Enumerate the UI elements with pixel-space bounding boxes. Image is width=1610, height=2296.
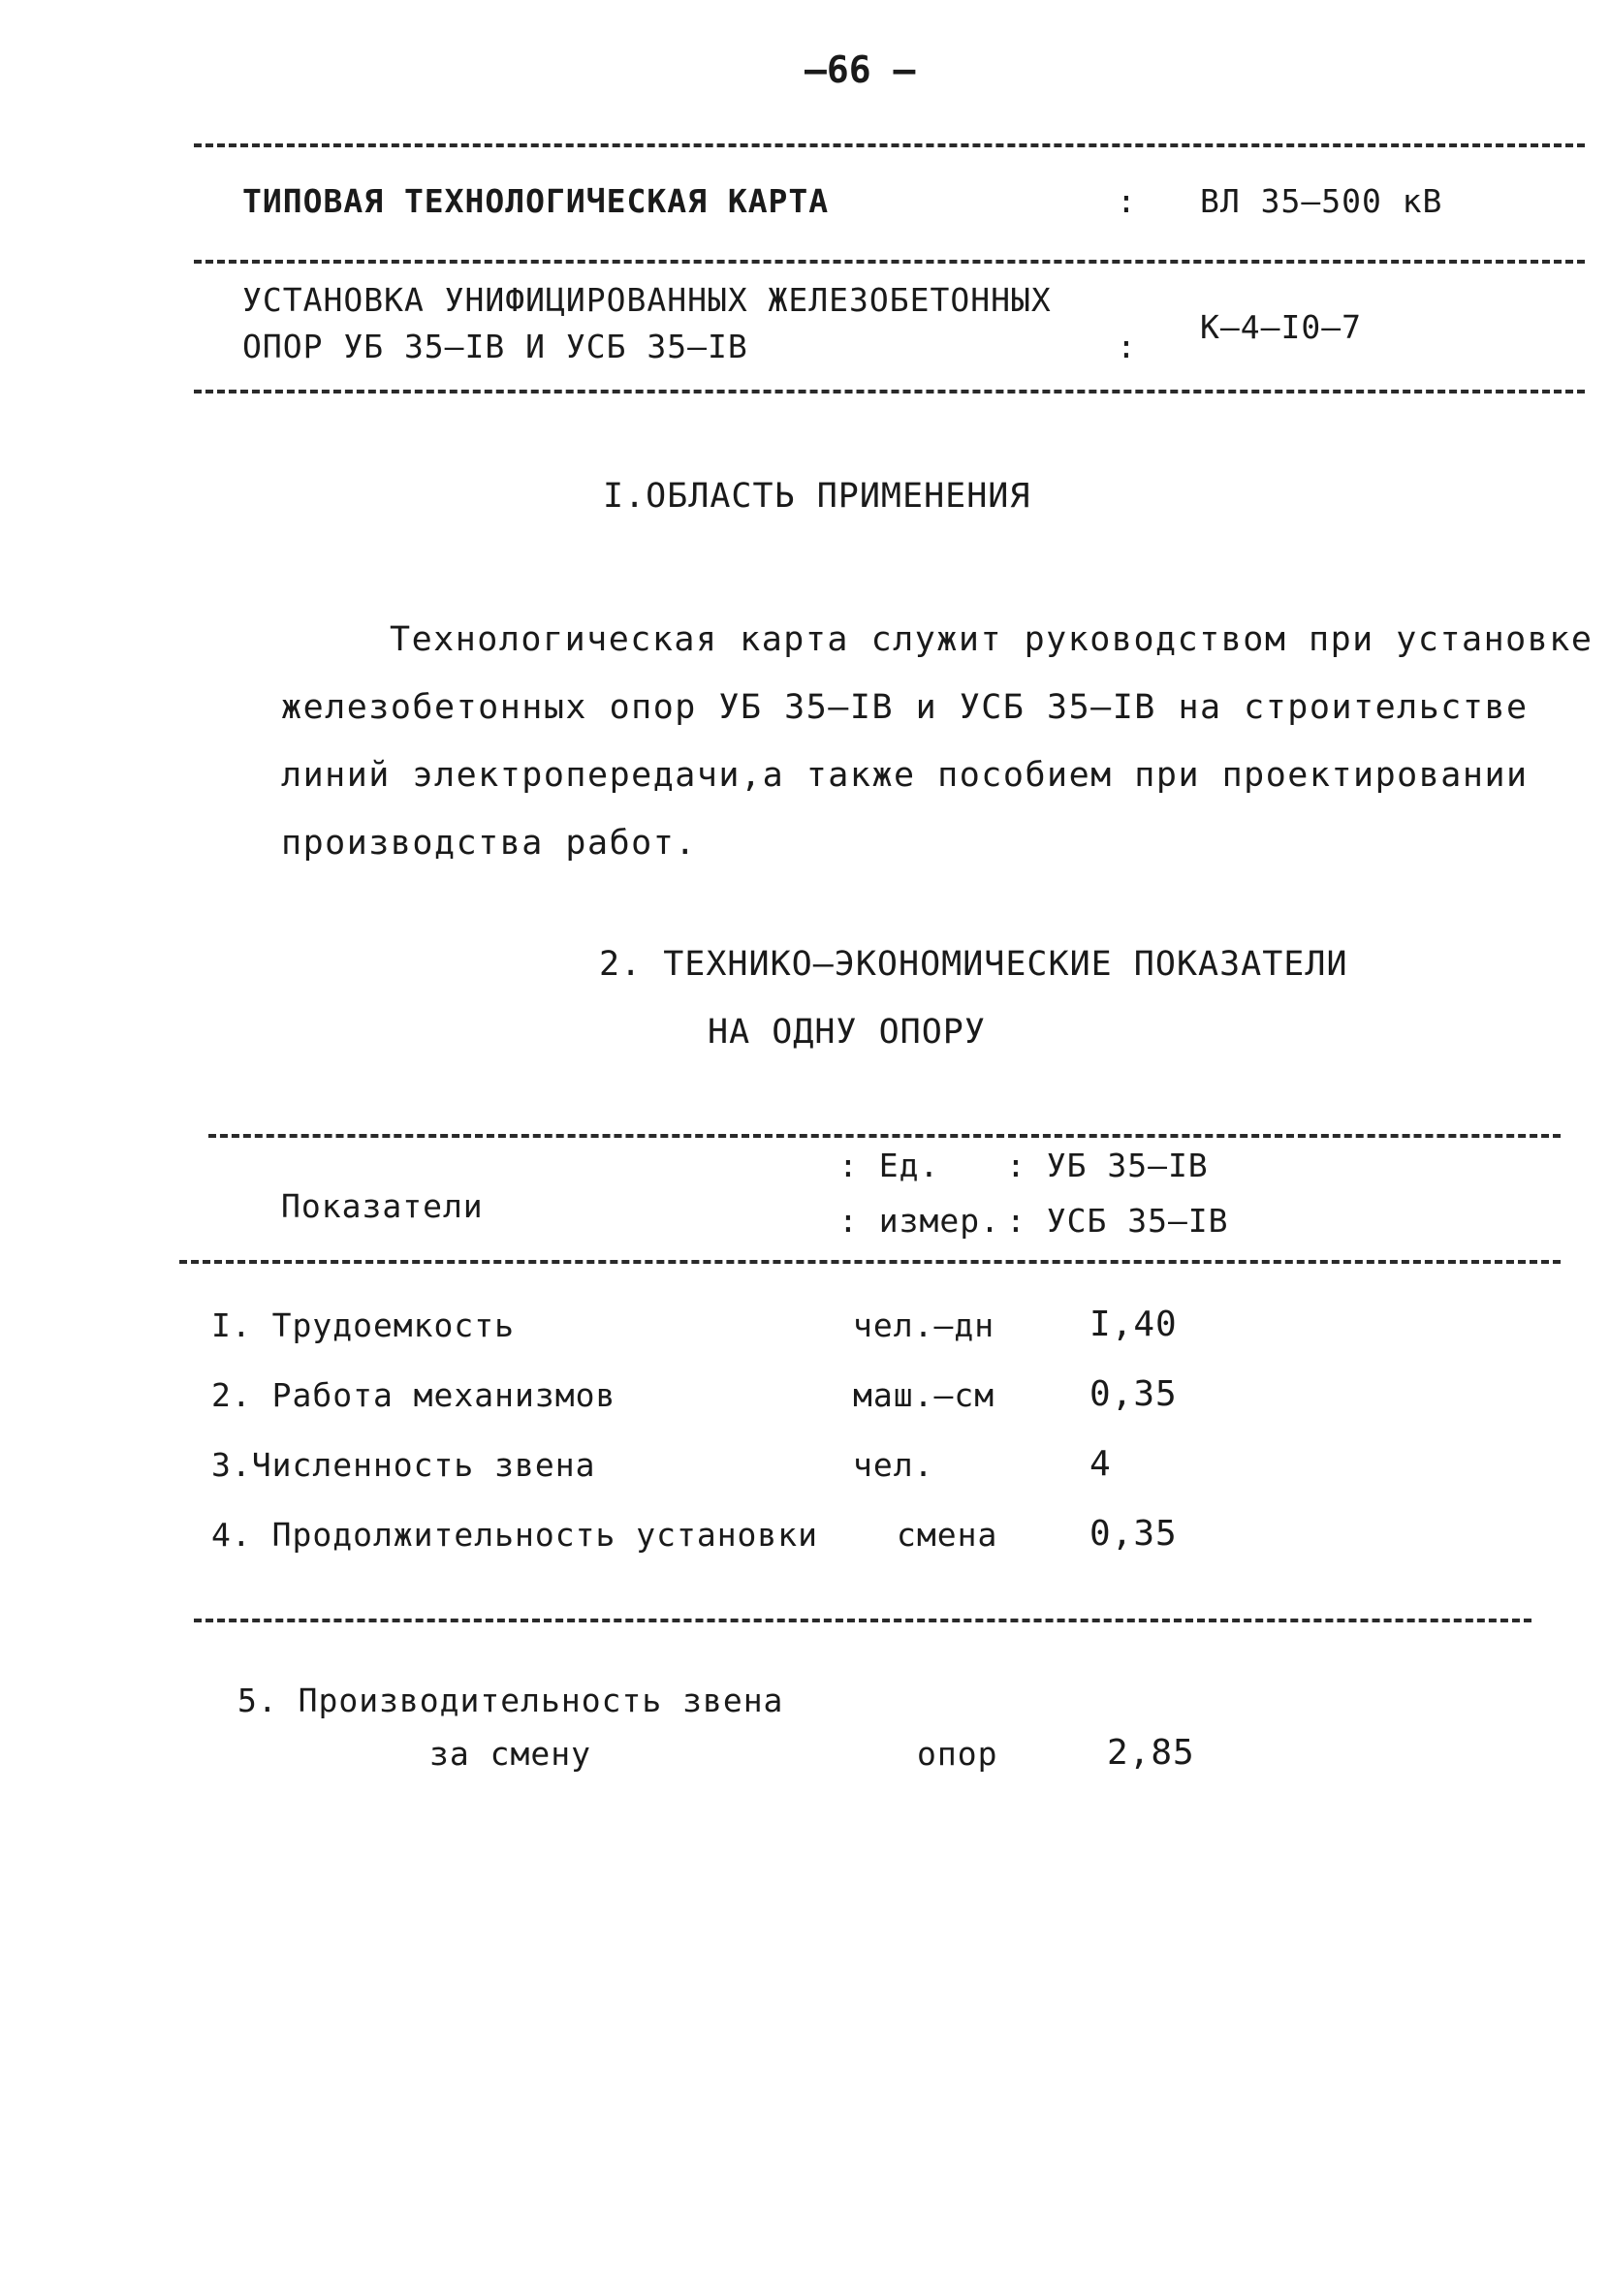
header-rule-top — [194, 143, 1585, 147]
section1-line-3: линий электропередачи,а также пособием при проектировании — [281, 756, 1529, 795]
header-title-line2: ОПОР УБ 35—IВ И УСБ 35—IВ — [242, 328, 748, 365]
table-header-value-line1: : УБ 35—IВ — [1006, 1147, 1209, 1184]
header-rule-middle — [194, 260, 1585, 264]
table-row-2-unit: маш.—см — [853, 1376, 995, 1414]
header-colon-1: : — [1117, 182, 1137, 220]
table-rule-header — [179, 1260, 1561, 1264]
table-rule-top — [208, 1134, 1561, 1138]
section1-line-2: железобетонных опор УБ 35—IВ и УСБ 35—IВ на строительстве — [281, 688, 1529, 727]
table-header-unit-line2: : измер. — [838, 1202, 1000, 1240]
table-row-2-name: 2. Работа механизмов — [211, 1376, 616, 1414]
table-row-1-name: I. Трудоемкость — [211, 1306, 516, 1344]
header-rule-bottom — [194, 390, 1585, 393]
table-row-3-name: 3.Численность звена — [211, 1446, 596, 1484]
header-voltage-class: ВЛ 35—500 кВ — [1200, 182, 1443, 220]
header-colon-2: : — [1117, 328, 1137, 365]
table-row-5-unit: опор — [917, 1735, 998, 1773]
page-number: —66 — — [805, 48, 916, 91]
header-title-line1: УСТАНОВКА УНИФИЦИРОВАННЫХ ЖЕЛЕЗОБЕТОННЫХ — [242, 281, 1052, 319]
table-row-5-name-line2: за смену — [429, 1735, 591, 1773]
table-rule-bottom — [194, 1619, 1531, 1622]
table-row-1-value: I,40 — [1089, 1305, 1178, 1344]
section1-line-4: производства работ. — [281, 824, 697, 863]
table-header-unit-line1: : Ед. — [838, 1147, 940, 1184]
table-header-value-line2: : УСБ 35—IВ — [1006, 1202, 1229, 1240]
table-row-5-name-line1: 5. Производительность звена — [237, 1682, 784, 1719]
section1-line-1: Технологическая карта служит руководством при установке — [390, 620, 1594, 659]
table-header-indicators: Показатели — [281, 1187, 484, 1225]
table-row-5-value: 2,85 — [1107, 1733, 1195, 1773]
table-row-4-unit: смена — [897, 1516, 998, 1554]
section1-heading: I.ОБЛАСТЬ ПРИМЕНЕНИЯ — [603, 477, 1031, 516]
table-row-3-value: 4 — [1089, 1444, 1112, 1484]
table-row-3-unit: чел. — [853, 1446, 934, 1484]
table-row-1-unit: чел.—дн — [853, 1306, 995, 1344]
table-row-4-name: 4. Продолжительность установки — [211, 1516, 819, 1554]
section2-heading-line1: 2. ТЕХНИКО—ЭКОНОМИЧЕСКИЕ ПОКАЗАТЕЛИ — [599, 945, 1348, 984]
section2-heading-line2: НА ОДНУ ОПОРУ — [708, 1013, 986, 1052]
header-card-code: К—4—I0—7 — [1200, 308, 1362, 346]
table-row-2-value: 0,35 — [1089, 1374, 1178, 1414]
header-doc-type: ТИПОВАЯ ТЕХНОЛОГИЧЕСКАЯ КАРТА — [242, 182, 830, 220]
table-row-4-value: 0,35 — [1089, 1514, 1178, 1554]
